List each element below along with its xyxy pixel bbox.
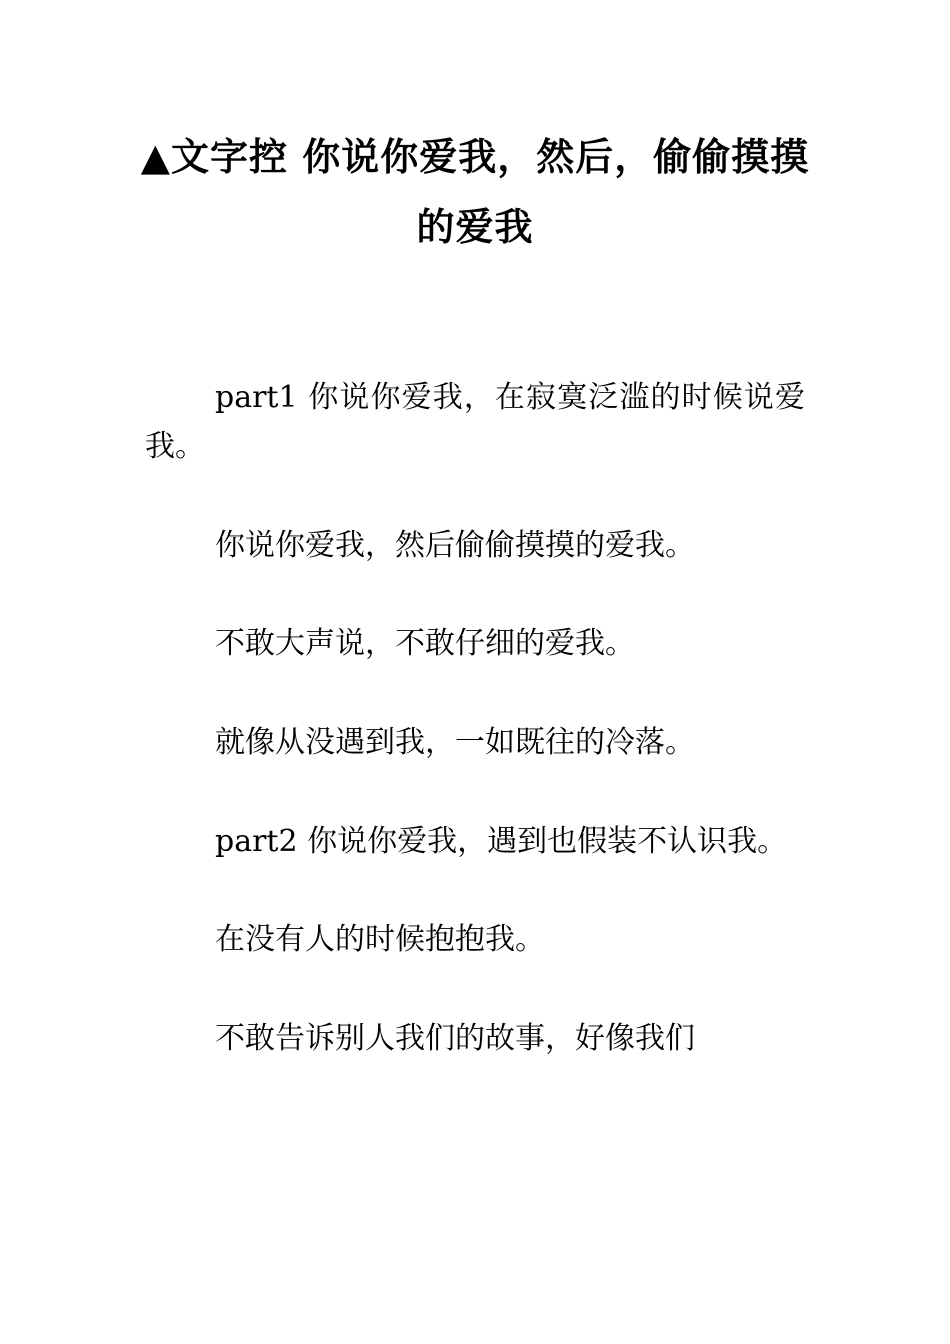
paragraph-5: part2 你说你爱我，遇到也假装不认识我。 [215,823,788,859]
document-body [145,373,805,1063]
document-title: ▲文字控 你说你爱我，然后，偷偷摸摸的爱我 [140,134,810,249]
paragraph-6: 在没有人的时候抱抱我。 [215,922,545,958]
paragraph-7: 不敢告诉别人我们的故事，好像我们 [215,1020,695,1056]
paragraph-4: 就像从没遇到我，一如既往的冷落。 [215,725,695,761]
paragraph-2: 你说你爱我，然后偷偷摸摸的爱我。 [215,527,695,563]
paragraph-3: 不敢大声说，不敢仔细的爱我。 [215,626,635,662]
paragraph-1: part1 你说你爱我，在寂寞泛滥的时候说爱我。 [145,380,805,465]
